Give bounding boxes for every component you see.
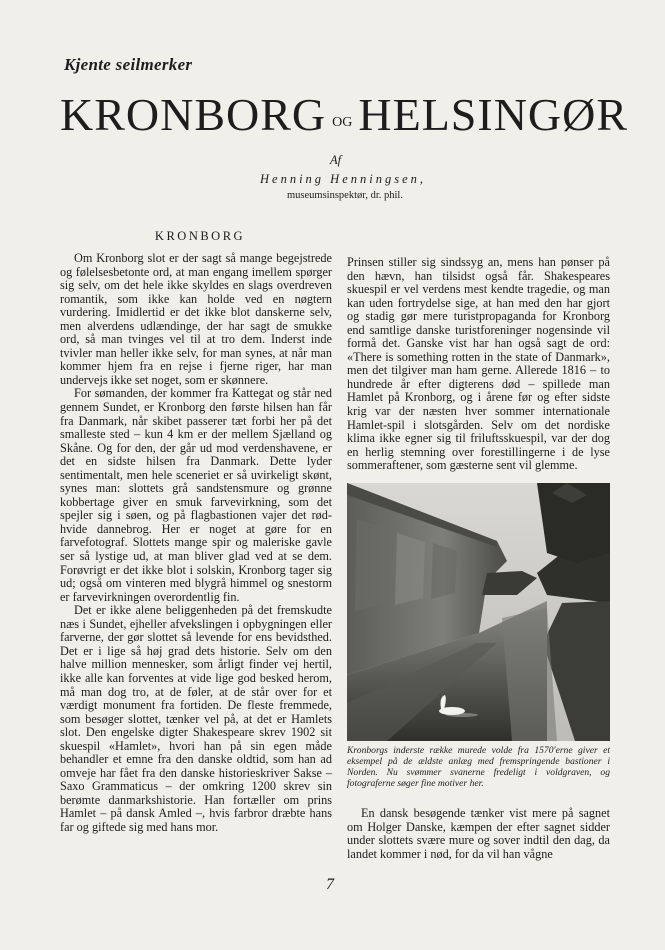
right-column-continued bbox=[347, 807, 610, 861]
author-title: museumsinspektør, dr. phil. bbox=[287, 190, 403, 201]
paragraph: For sømanden, der kommer fra Kattegat og står ned gennem Sundet, er Kronborg den første hilsen han får fra Danmark, når skibet passerer tæt forbi her på det smalleste sted – kun 4 km er der mellem Sjælland og Skåne. Og for den, der går ud mod verdenshavene, er det en sidste hilsen fra Danmark. Dette lyder sentimentalt, men hele sceneriet er så uvirkeligt skønt, synes man: slottets grå sandstensmure og grønne kobbertage giver en smuk farvevirkning, som det spejler sig i søen, og på flagbastionen vajer det rød-hvide dannebrog. Her er noget at gøre for en farvefotograf. Slottets mange spir og maleriske gavle ser så lystige ud, at man bliver glad ved at se dem. Forøvrigt er det ikke blot i solskin, Kronborg tager sig ud; også om vinteren med blygrå himmel og snestorm er farvevirkningen overordentlig fin. bbox=[60, 386, 332, 604]
paragraph: En dansk besøgende tænker vist mere på sagnet om Holger Danske, kæmpen der efter sagnet sidder under slottets svære mure og sover indtil den dag, da landet kommer i nød, for da vil han vågne bbox=[347, 806, 610, 861]
photo-illustration bbox=[347, 483, 610, 741]
byline-af: Af bbox=[330, 153, 342, 167]
photo-caption: Kronborgs inderste række murede volde fra 1570'erne giver et eksempel på de ældste anlæg med fremspringende bastioner i Norden. Nu svømmer svanerne fredeligt i voldgraven, og fotograferne søger fine motiver her. bbox=[347, 745, 610, 789]
title-connector: OG bbox=[332, 115, 353, 130]
paragraph: Det er ikke alene beliggenheden på det fremskudte næs i Sundet, ejheller afvekslingen i opbygningen eller farverne, der gør slottet så levende for ens bevidsthed. Det er i lige så høj grad dets historie. Selv om den halve million mennesker, som årligt finder vej hertil, ikke alle kan forventes at vide lige god besked herom, må man dog tro, at de føler, at de står over for et værdigt monument fra fortiden. De fleste fremmede, som besøger slottet, tænker vel på, at det er Hamlets slot. Den engelske digter Shakespeare skrev 1902 sit skuespil «Hamlet», hvori han på sin egen måde behandler et emne fra den danske oldtid, som han ad omveje har fået fra den danske historieskriver Sakse – Saxo Grammaticus – der omkring 1200 skrev sin berømte danmarkshistorie. Han fortæller om prins Hamlet – på dansk Amled –, hvis farbror dræbte hans far og giftede sig med hans mor. bbox=[60, 603, 332, 834]
title-part-2: HELSINGØR bbox=[358, 89, 629, 140]
title-part-1: KRONBORG bbox=[60, 89, 327, 140]
kronborg-moat-photo bbox=[347, 483, 610, 741]
right-column bbox=[347, 256, 610, 473]
paragraph: Om Kronborg slot er der sagt så mange begejstrede og følelsesbetonte ord, at man engang imellem spørger sig selv, om det hele ikke skyldes en slags overdreven romantik, som ikke kan holde ved en nøgtern vurdering. Imidlertid er det ikke blot danskerne selv, men alverdens udlændinge, der har sagt de smukke ord, så man tvinges vel til at tro dem. Inderst inde tvivler man heller ikke selv, for man synes, at når man kommer hjem fra en rejse i fjerne riger, har man undervejs ikke set noget, som er skønnere. bbox=[60, 251, 332, 387]
section-heading: KRONBORG bbox=[154, 229, 246, 243]
author-name: Henning Henningsen, bbox=[260, 172, 427, 186]
series-title: Kjente seilmerker bbox=[64, 55, 193, 74]
left-column bbox=[60, 252, 332, 835]
page-number: 7 bbox=[326, 876, 334, 893]
paragraph: Prinsen stiller sig sindssyg an, mens han pønser på den hævn, han tilsidst også får. Shakespeares skuespil er vel verdens mest kendte tragedie, og man kan uden fortrydelse sige, at han med den har gjort og stadig gør mere turistpropaganda for Kronborg end samtlige danske turistforeninger nogensinde vil formå det. Ganske vist har han også sagt de ord: «There is something rotten in the state of Danmark», men det tilgiver man ham gerne. Allerede 1816 – to hundrede år efter digterens død – spillede man Hamlet på Kronborg, og i årene før og efter sidste krig var der næsten hver sommer internationale Hamlet-spil i slotsgården. Selv om det nordiske klima ikke egner sig til friluftsskuespil, var der dog en herlig stemning over forestillingerne i de lyse sommeraftener, som gæsterne sent vil glemme. bbox=[347, 255, 610, 473]
page-title bbox=[60, 88, 629, 141]
